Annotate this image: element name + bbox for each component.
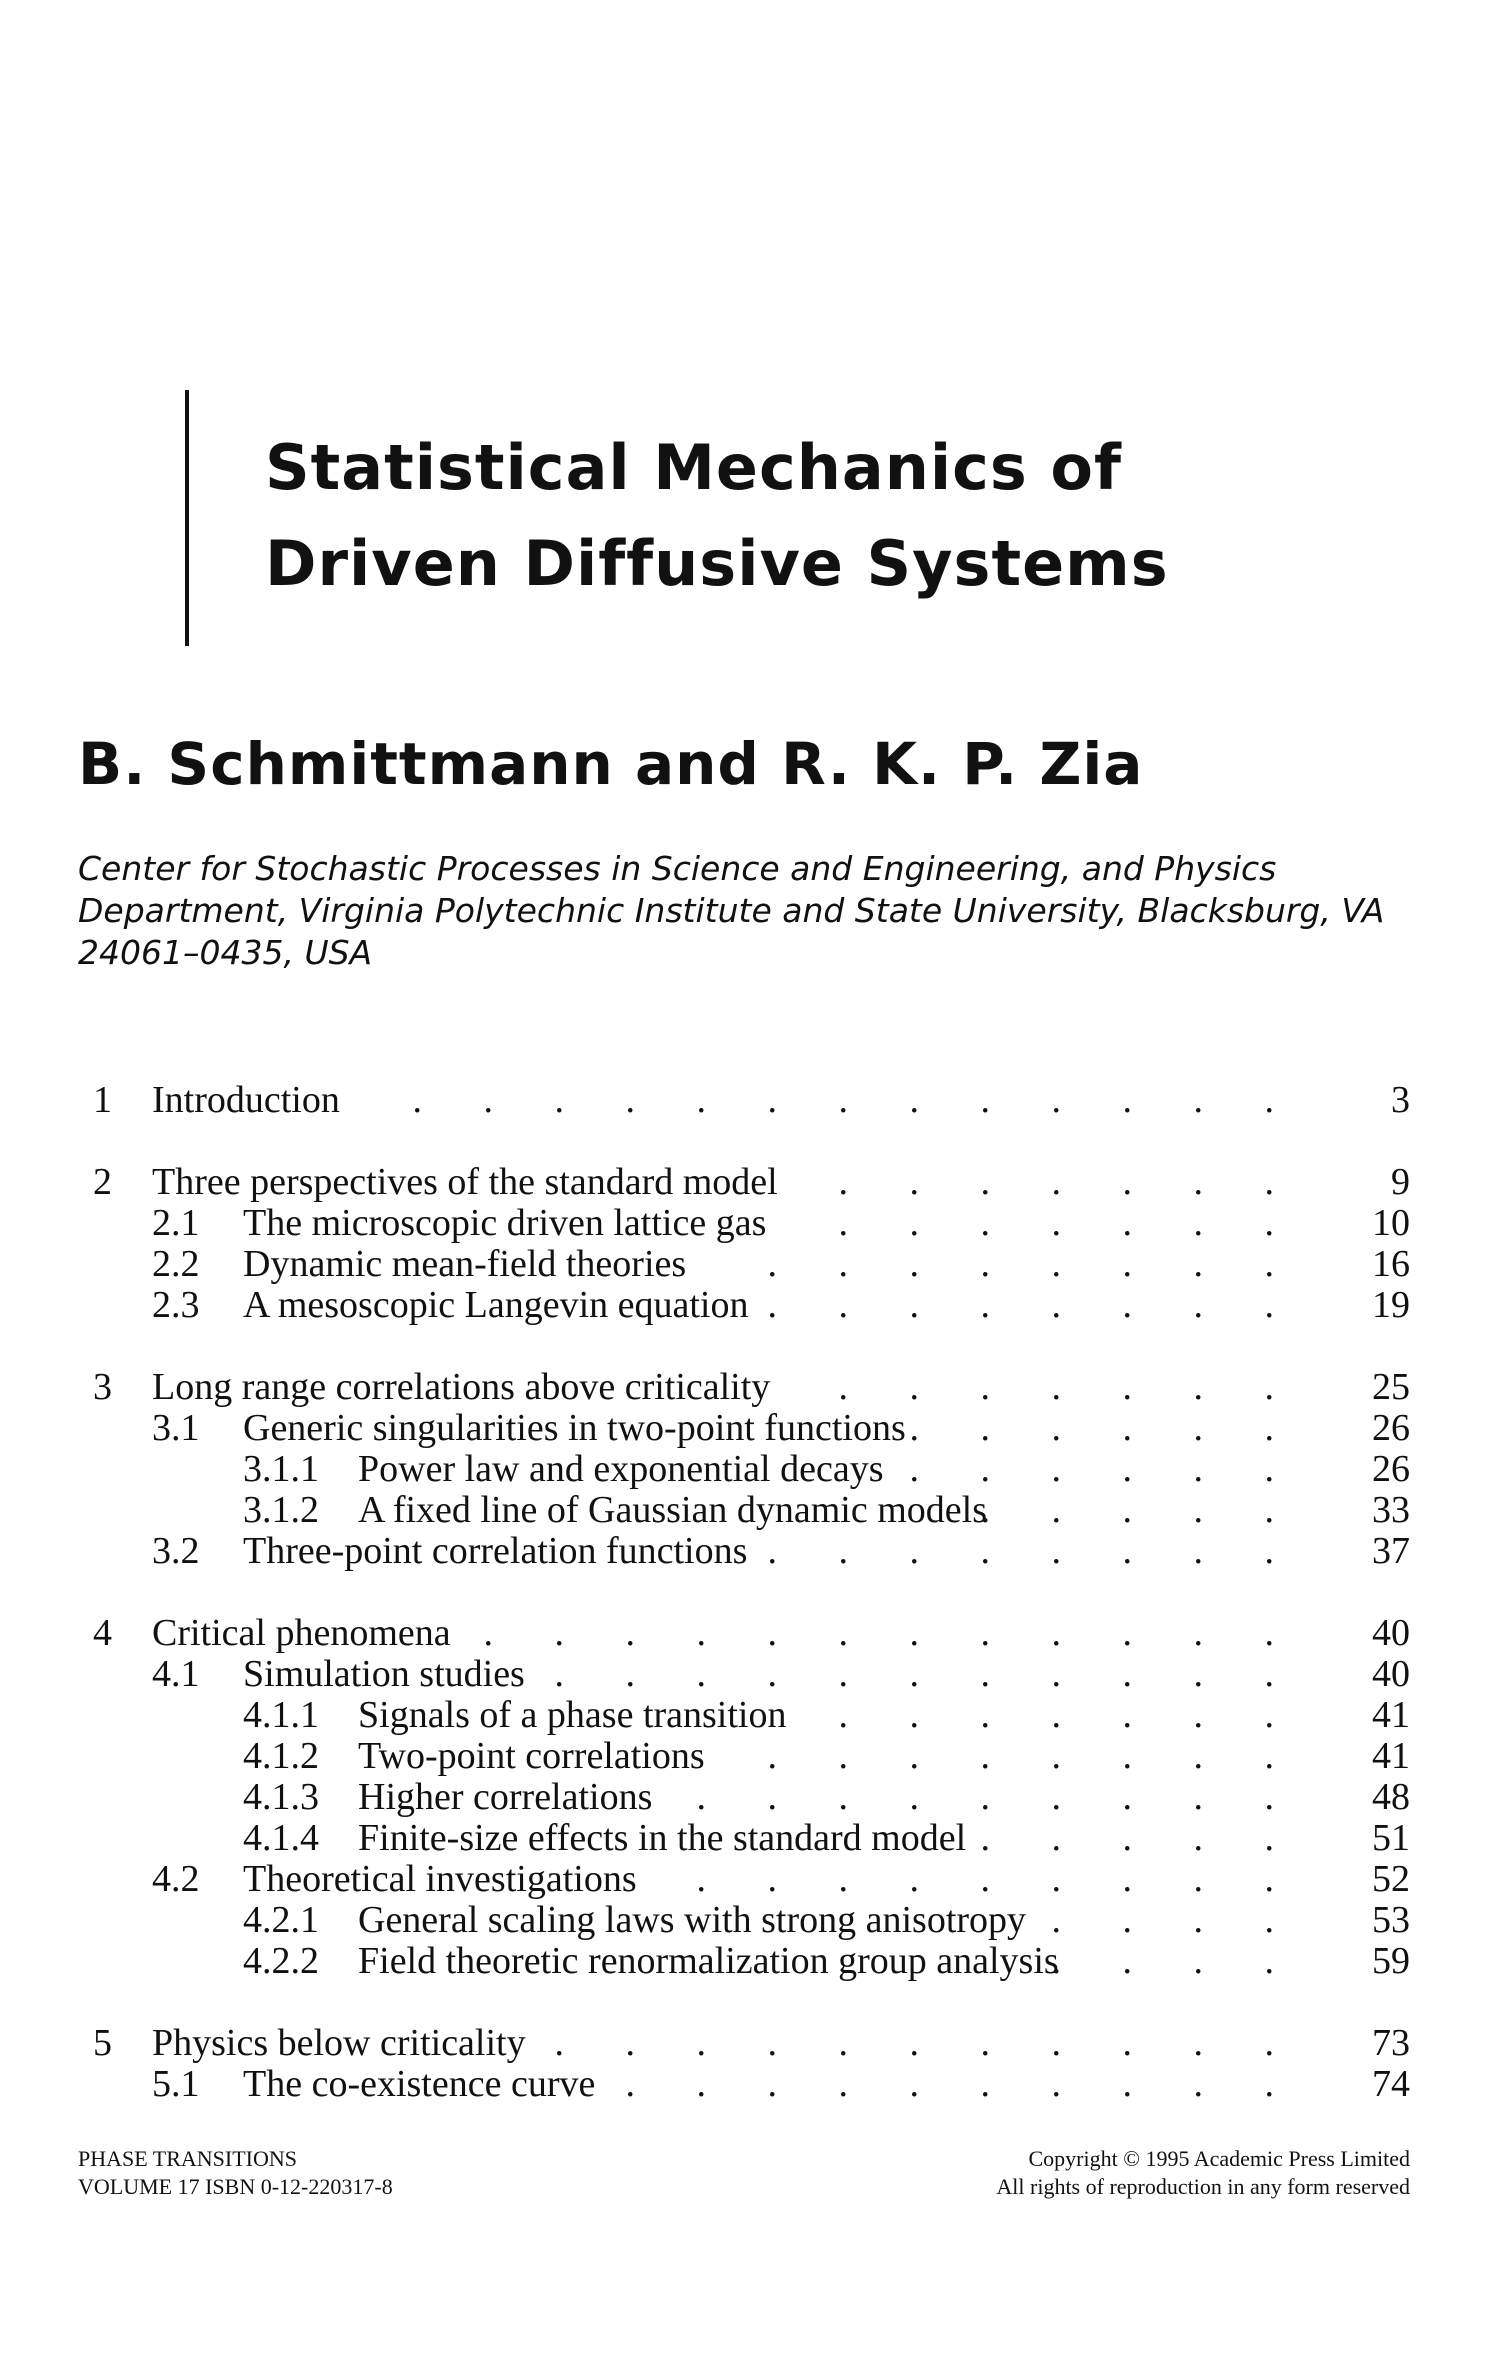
toc-leader: . . . . . . . (838, 1366, 1300, 1408)
toc-leader: . . . . . . . . . . . (554, 2022, 1300, 2064)
toc-leader: . . . . . . . . (767, 1735, 1300, 1777)
toc-leader: . . . . . . . . . . . . (483, 1612, 1300, 1654)
copyright-line: All rights of reproduction in any form reserved (996, 2174, 1410, 2199)
toc-number: 4.2.2 (243, 1940, 319, 1982)
toc-leader: . . . . . . . . (767, 1243, 1300, 1285)
toc-page: 40 (1372, 1653, 1410, 1695)
toc-page: 48 (1372, 1776, 1410, 1818)
toc-leader: . . . . . (980, 1817, 1300, 1859)
table-of-contents (0, 1080, 1500, 2105)
toc-label: Two-point correlations (358, 1735, 705, 1777)
toc-page: 10 (1372, 1202, 1410, 1244)
affiliation-line: Department, Virginia Polytechnic Institute and State University, Blacksburg, VA (78, 891, 1385, 930)
toc-number: 4.2.1 (243, 1899, 319, 1941)
toc-leader: . . . . (1051, 1899, 1300, 1941)
toc-label: General scaling laws with strong anisotropy (358, 1899, 1027, 1941)
toc-number: 5 (93, 2022, 112, 2064)
title-rule (185, 390, 189, 646)
toc-entry (0, 1941, 1500, 1982)
toc-leader: . . . . . . . . (767, 1284, 1300, 1326)
toc-page: 73 (1372, 2022, 1410, 2064)
toc-page: 9 (1391, 1161, 1410, 1203)
title-line: Driven Diffusive Systems (265, 527, 1169, 600)
toc-page: 16 (1372, 1243, 1410, 1285)
toc-label: Theoretical investigations (243, 1858, 637, 1900)
toc-entry (0, 1285, 1500, 1326)
toc-page: 25 (1372, 1366, 1410, 1408)
toc-number: 3.2 (152, 1530, 200, 1572)
toc-leader: . . . . (1051, 1940, 1300, 1982)
toc-number: 4.1 (152, 1653, 200, 1695)
toc-number: 2 (93, 1161, 112, 1203)
toc-entry (0, 1900, 1500, 1941)
toc-label: Introduction (152, 1079, 340, 1121)
toc-label: Critical phenomena (152, 1612, 451, 1654)
toc-page: 51 (1372, 1817, 1410, 1859)
toc-leader: . . . . . . . . . . (625, 2063, 1300, 2105)
copyright-notice (996, 2145, 1410, 2201)
toc-label: Three perspectives of the standard model (152, 1161, 778, 1203)
toc-page: 74 (1372, 2063, 1410, 2105)
toc-number: 4.1.2 (243, 1735, 319, 1777)
toc-page: 33 (1372, 1489, 1410, 1531)
toc-leader: . . . . . . . . . (696, 1776, 1300, 1818)
toc-entry (0, 1490, 1500, 1531)
toc-number: 3 (93, 1366, 112, 1408)
copyright-line: Copyright © 1995 Academic Press Limited (1028, 2146, 1410, 2171)
toc-leader: . . . . . . . . (767, 1530, 1300, 1572)
toc-page: 59 (1372, 1940, 1410, 1982)
toc-entry (0, 1736, 1500, 1777)
toc-leader: . . . . . (980, 1489, 1300, 1531)
title-line: Statistical Mechanics of (265, 431, 1122, 504)
toc-label: Physics below criticality (152, 2022, 526, 2064)
toc-number: 4.1.1 (243, 1694, 319, 1736)
toc-entry (0, 1613, 1500, 1654)
toc-number: 4.1.4 (243, 1817, 319, 1859)
toc-label: A mesoscopic Langevin equation (243, 1284, 749, 1326)
chapter-title (265, 420, 1169, 612)
toc-page: 41 (1372, 1735, 1410, 1777)
toc-entry (0, 1818, 1500, 1859)
toc-leader: . . . . . . . (838, 1202, 1300, 1244)
authors: B. Schmittmann and R. K. P. Zia (78, 730, 1144, 798)
toc-label: Long range correlations above criticality (152, 1366, 771, 1408)
toc-page: 26 (1372, 1448, 1410, 1490)
toc-leader: . . . . . . . . . . . . . (412, 1079, 1300, 1121)
toc-entry (0, 2023, 1500, 2064)
toc-number: 2.3 (152, 1284, 200, 1326)
toc-number: 4.1.3 (243, 1776, 319, 1818)
toc-label: Power law and exponential decays (358, 1448, 884, 1490)
affiliation-line: Center for Stochastic Processes in Science and Engineering, and Physics (78, 849, 1277, 888)
toc-label: Signals of a phase transition (358, 1694, 787, 1736)
toc-number: 3.1 (152, 1407, 200, 1449)
toc-leader: . . . . . . . . . . . (554, 1653, 1300, 1695)
toc-label: The microscopic driven lattice gas (243, 1202, 767, 1244)
toc-number: 2.1 (152, 1202, 200, 1244)
toc-entry (0, 1859, 1500, 1900)
toc-label: Finite-size effects in the standard model (358, 1817, 967, 1859)
toc-entry (0, 1367, 1500, 1408)
toc-entry (0, 1203, 1500, 1244)
toc-number: 3.1.2 (243, 1489, 319, 1531)
toc-leader: . . . . . . . (838, 1161, 1300, 1203)
journal-line: VOLUME 17 ISBN 0-12-220317-8 (78, 2174, 393, 2199)
toc-number: 3.1.1 (243, 1448, 319, 1490)
toc-page: 3 (1391, 1079, 1410, 1121)
toc-label: Generic singularities in two-point functions (243, 1407, 906, 1449)
journal-line: PHASE TRANSITIONS (78, 2146, 298, 2171)
toc-label: Three-point correlation functions (243, 1530, 748, 1572)
toc-leader: . . . . . . . (838, 1694, 1300, 1736)
toc-leader: . . . . . . (909, 1448, 1300, 1490)
toc-label: The co-existence curve (243, 2063, 596, 2105)
toc-page: 37 (1372, 1530, 1410, 1572)
toc-number: 4.2 (152, 1858, 200, 1900)
toc-label: Field theoretic renormalization group analysis (358, 1940, 1059, 1982)
toc-page: 19 (1372, 1284, 1410, 1326)
toc-number: 1 (93, 1079, 112, 1121)
toc-entry (0, 1695, 1500, 1736)
toc-entry (0, 1080, 1500, 1121)
toc-entry (0, 1777, 1500, 1818)
toc-page: 26 (1372, 1407, 1410, 1449)
affiliation-line: 24061–0435, USA (78, 933, 373, 972)
toc-page: 52 (1372, 1858, 1410, 1900)
journal-info (78, 2145, 393, 2201)
toc-label: Simulation studies (243, 1653, 525, 1695)
toc-page: 41 (1372, 1694, 1410, 1736)
toc-entry (0, 1244, 1500, 1285)
toc-entry (0, 2064, 1500, 2105)
toc-page: 53 (1372, 1899, 1410, 1941)
toc-entry (0, 1162, 1500, 1203)
toc-page: 40 (1372, 1612, 1410, 1654)
toc-label: Dynamic mean-field theories (243, 1243, 687, 1285)
toc-number: 2.2 (152, 1243, 200, 1285)
toc-label: A fixed line of Gaussian dynamic models (358, 1489, 987, 1531)
toc-label: Higher correlations (358, 1776, 653, 1818)
toc-entry (0, 1531, 1500, 1572)
toc-number: 4 (93, 1612, 112, 1654)
toc-entry (0, 1449, 1500, 1490)
toc-leader: . . . . . . (909, 1407, 1300, 1449)
toc-entry (0, 1408, 1500, 1449)
toc-entry (0, 1654, 1500, 1695)
toc-number: 5.1 (152, 2063, 200, 2105)
affiliation (78, 848, 1428, 974)
toc-leader: . . . . . . . . . (696, 1858, 1300, 1900)
